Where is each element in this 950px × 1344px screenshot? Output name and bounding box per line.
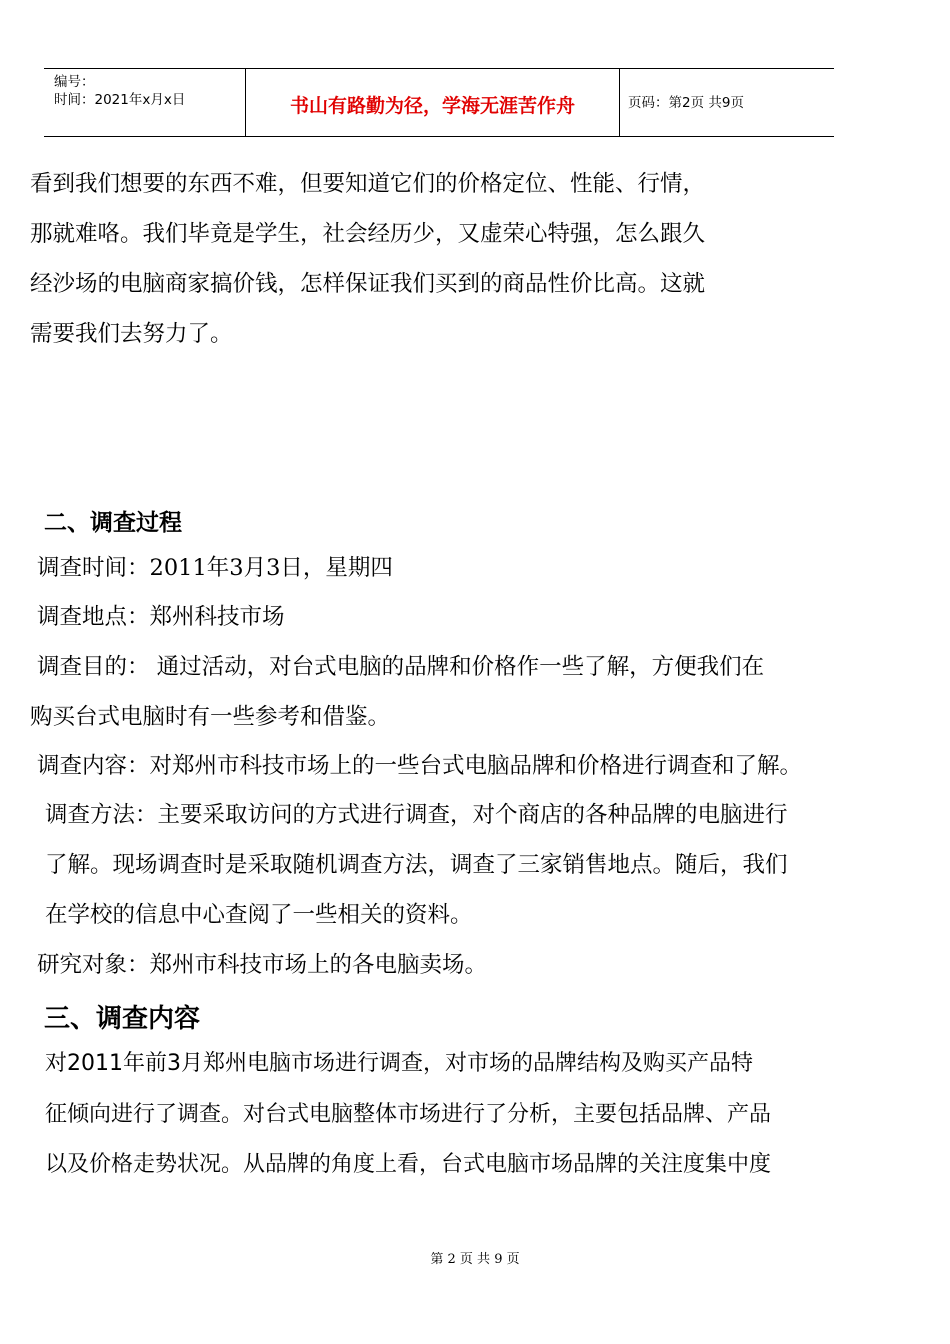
content-line: 以及价格走势状况。从品牌的角度上看，台式电脑市场品牌的关注度集中度 — [45, 1152, 772, 1177]
survey-object: 研究对象：郑州市科技市场上的各电脑卖场。 — [37, 952, 488, 978]
motto-text: 书山有路勤为径，学海无涯苦作舟 — [289, 95, 575, 117]
header-page-label: 页码：第2页 共9页 — [628, 95, 744, 111]
intro-line: 那就难咯。我们毕竟是学生，社会经历少，又虚荣心特强，怎么跟久 — [30, 221, 706, 247]
document-number-label: 编号： — [54, 74, 95, 90]
section-heading: 二、调查过程 — [44, 510, 182, 536]
survey-time: 调查时间：2011年3月3日，星期四 — [37, 555, 393, 581]
survey-content: 调查内容：对郑州市科技市场上的一些台式电脑品牌和价格进行调查和了解。 — [37, 753, 803, 779]
page-footer: 第 2 页 共 9 页 — [430, 1252, 520, 1267]
survey-method-cont: 了解。现场调查时是采取随机调查方法，调查了三家销售地点。随后，我们 — [45, 852, 788, 878]
survey-method: 调查方法：主要采取访问的方式进行调查，对个商店的各种品牌的电脑进行 — [45, 802, 788, 828]
document-header — [44, 68, 834, 137]
header-page-cell — [620, 69, 834, 136]
content-line: 对2011年前3月郑州电脑市场进行调查，对市场的品牌结构及购买产品特 — [45, 1051, 753, 1076]
intro-line: 看到我们想要的东西不难，但要知道它们的价格定位、性能、行情， — [30, 171, 706, 197]
survey-purpose: 调查目的： 通过活动，对台式电脑的品牌和价格作一些了解，方便我们在 — [37, 654, 765, 680]
intro-line: 需要我们去努力了。 — [30, 321, 233, 347]
content-line: 征倾向进行了调查。对台式电脑整体市场进行了分析，主要包括品牌、产品 — [45, 1102, 772, 1127]
survey-method-cont: 在学校的信息中心查阅了一些相关的资料。 — [45, 902, 473, 928]
header-motto-cell — [246, 69, 620, 136]
header-info-cell — [44, 69, 246, 136]
document-time-label: 时间：2021年x月x日 — [54, 92, 186, 108]
survey-purpose-cont: 购买台式电脑时有一些参考和借鉴。 — [30, 704, 391, 730]
intro-line: 经沙场的电脑商家搞价钱，怎样保证我们买到的商品性价比高。这就 — [30, 271, 706, 297]
survey-place: 调查地点：郑州科技市场 — [37, 604, 285, 630]
section-heading: 三、调查内容 — [44, 1004, 201, 1034]
